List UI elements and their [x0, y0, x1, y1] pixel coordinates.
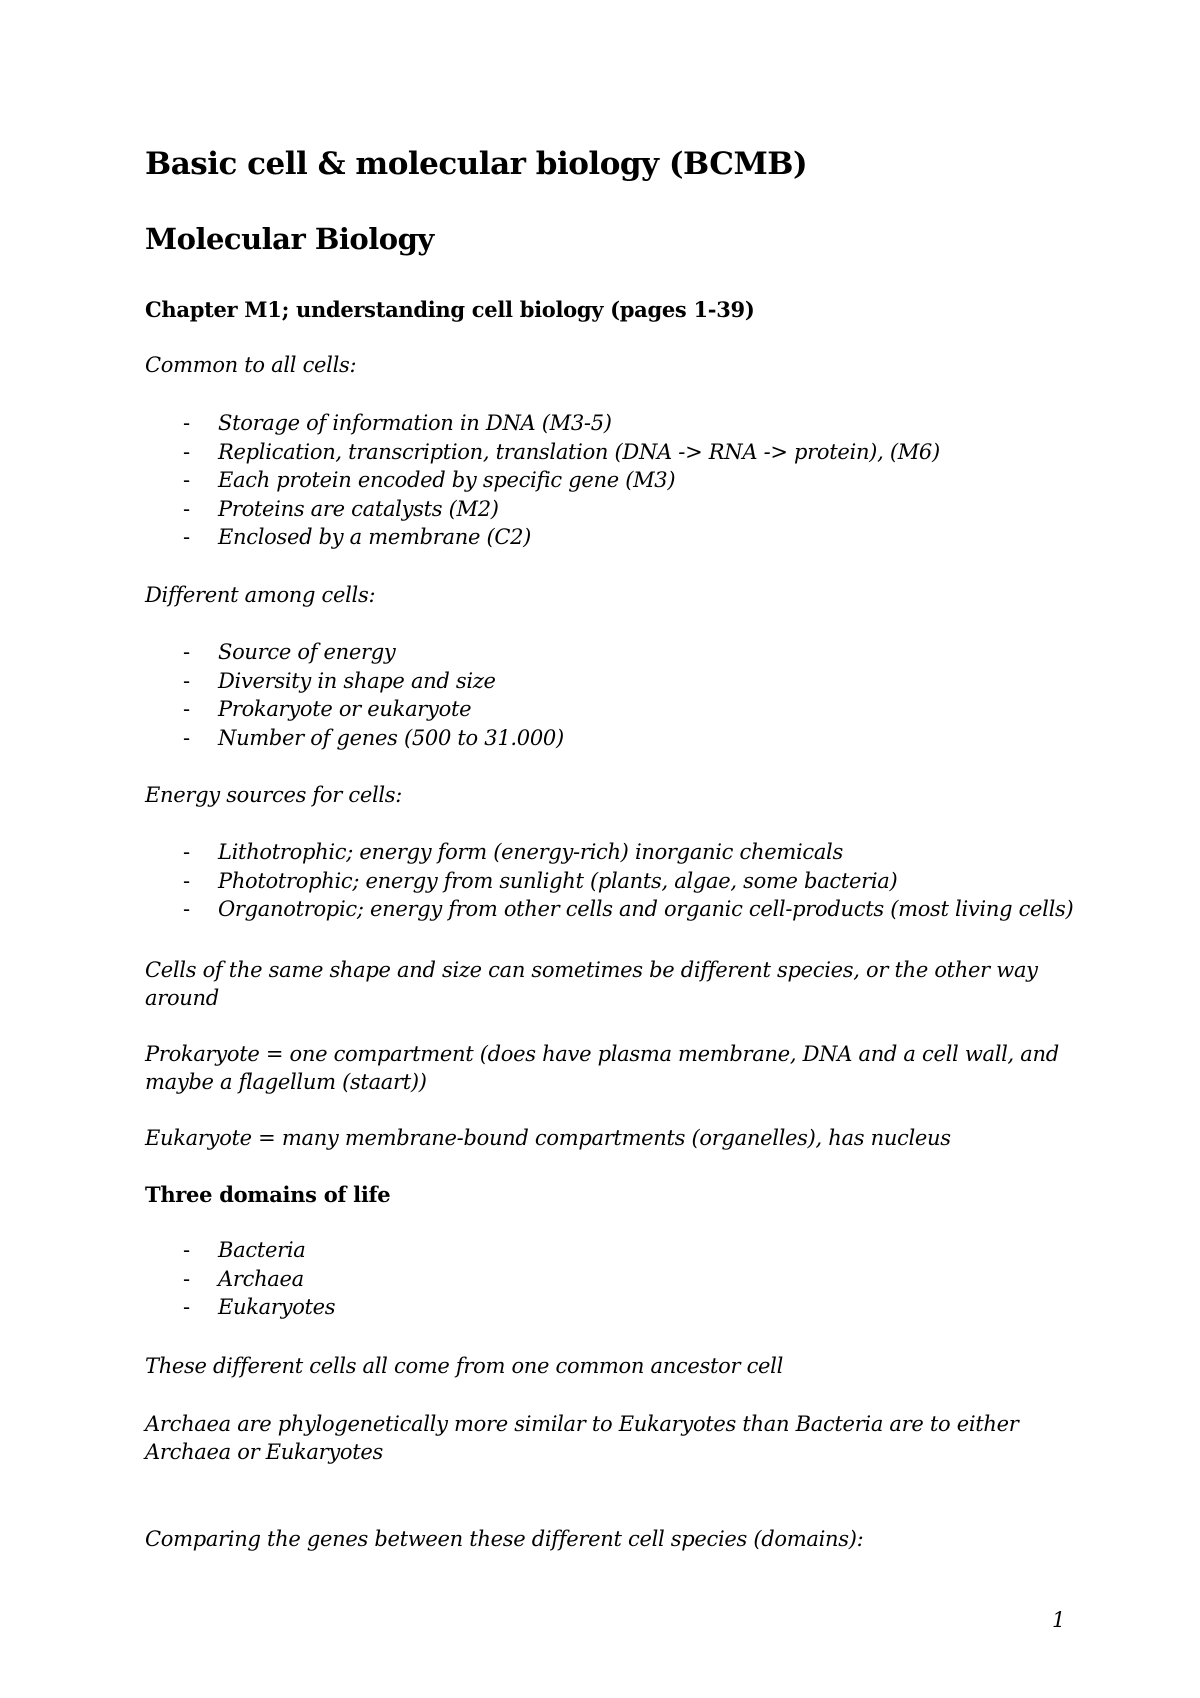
list-item-text: Archaea: [218, 1266, 304, 1291]
archaea-note: Archaea are phylogenetically more similar to Eukaryotes than Bacteria are to either Archaea or Eukaryotes: [145, 1412, 1019, 1464]
eukaryote-definition: Eukaryote = many membrane-bound compartments (organelles), has nucleus: [145, 1126, 951, 1150]
chapter-heading: Chapter M1; understanding cell biology (pages 1-39): [145, 297, 755, 322]
energy-label: Energy sources for cells:: [145, 783, 403, 807]
bullet-dash: -: [183, 525, 190, 549]
document-title: Basic cell & molecular biology (BCMB): [145, 146, 808, 182]
page-number: 1: [1052, 1608, 1066, 1632]
shape-note: Cells of the same shape and size can sometimes be different species, or the other way around: [145, 958, 1038, 1010]
list-item-text: Eukaryotes: [218, 1295, 336, 1319]
bullet-dash: -: [183, 725, 190, 750]
list-item-text: Lithotrophic; energy form (energy-rich) inorganic chemicals: [218, 840, 843, 864]
list-item-text: Replication, transcription, translation (DNA -> RNA -> protein), (M6): [218, 439, 940, 464]
list-item-text: Source of energy: [218, 640, 396, 664]
bullet-dash: -: [183, 1238, 190, 1262]
bullet-dash: -: [183, 868, 190, 893]
list-item-text: Prokaryote or eukaryote: [218, 697, 472, 721]
section-title: Molecular Biology: [145, 222, 434, 256]
common-label: Common to all cells:: [145, 353, 357, 377]
list-item-text: Proteins are catalysts (M2): [218, 496, 499, 521]
bullet-dash: -: [183, 439, 190, 464]
list-item-text: Each protein encoded by specific gene (M3): [218, 468, 676, 492]
bullet-dash: -: [183, 468, 190, 492]
list-item-text: Enclosed by a membrane (C2): [218, 525, 532, 549]
prokaryote-definition: Prokaryote = one compartment (does have plasma membrane, DNA and a cell wall, and maybe a flagellum (staart)): [145, 1042, 1059, 1094]
bullet-dash: -: [183, 496, 190, 521]
list-item-text: Organotropic; energy from other cells and organic cell-products (most living cells): [218, 897, 1074, 921]
ancestor-note: These different cells all come from one common ancestor cell: [145, 1354, 784, 1378]
bullet-dash: -: [183, 411, 190, 435]
list-item-text: Storage of information in DNA (M3-5): [218, 411, 612, 435]
list-item-text: Bacteria: [218, 1238, 306, 1262]
bullet-dash: -: [183, 640, 190, 664]
document-page: [145, 0, 1074, 1698]
domains-heading: Three domains of life: [145, 1182, 391, 1207]
bullet-dash: -: [183, 1266, 190, 1291]
list-item-text: Phototrophic; energy from sunlight (plants, algae, some bacteria): [218, 868, 898, 893]
bullet-dash: -: [183, 1295, 190, 1319]
list-item-text: Number of genes (500 to 31.000): [218, 725, 564, 750]
bullet-dash: -: [183, 897, 190, 921]
bullet-dash: -: [183, 697, 190, 721]
different-label: Different among cells:: [145, 583, 376, 607]
bullet-dash: -: [183, 840, 190, 864]
bullet-dash: -: [183, 668, 190, 693]
comparing-note: Comparing the genes between these different cell species (domains):: [145, 1527, 864, 1551]
list-item-text: Diversity in shape and size: [218, 668, 496, 693]
